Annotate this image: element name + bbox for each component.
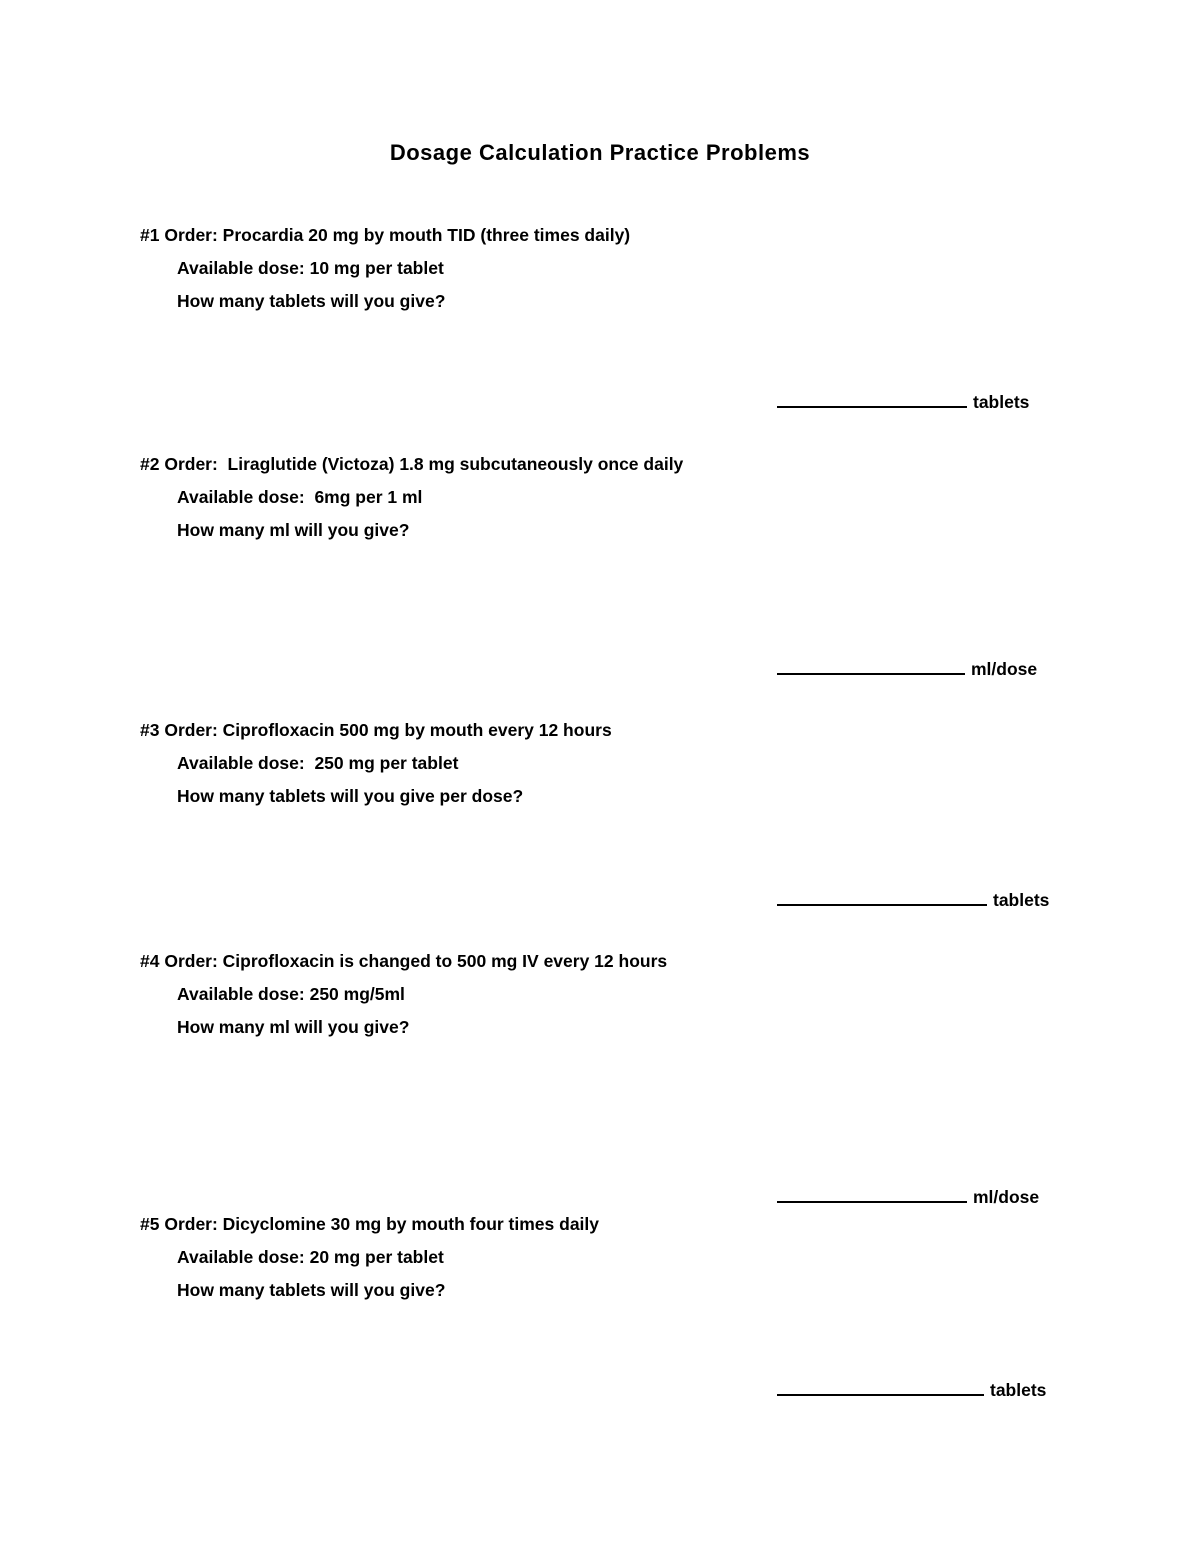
problem-1-order-line: #1 Order: Procardia 20 mg by mouth TID (three times daily) xyxy=(140,225,631,245)
page-title: Dosage Calculation Practice Problems xyxy=(389,140,811,165)
answer-unit-2: ml/dose xyxy=(971,659,1038,679)
problem-4-order-line: #4 Order: Ciprofloxacin is changed to 500 mg IV every 12 hours xyxy=(140,951,668,971)
problem-5-available-line: Available dose: 20 mg per tablet xyxy=(177,1247,444,1267)
answer-unit-1: tablets xyxy=(973,392,1030,412)
problem-3-order-line: #3 Order: Ciprofloxacin 500 mg by mouth every 12 hours xyxy=(140,720,612,740)
problem-5-question-line: How many tablets will you give? xyxy=(177,1280,446,1300)
problem-3 xyxy=(140,714,1140,813)
problem-5 xyxy=(140,1208,1140,1307)
problem-5-order-line: #5 Order: Dicyclomine 30 mg by mouth four times daily xyxy=(140,1214,600,1234)
problem-2-available-line: Available dose: 6mg per 1 ml xyxy=(177,487,423,507)
problem-2-question-line: How many ml will you give? xyxy=(177,520,410,540)
problem-4 xyxy=(140,945,1140,1044)
problem-1-question-line: How many tablets will you give? xyxy=(177,291,446,311)
answer-row-5 xyxy=(777,1374,1046,1401)
answer-row-1 xyxy=(777,386,1029,413)
answer-blank-line-4 xyxy=(777,1181,967,1203)
problem-2-order-line: #2 Order: Liraglutide (Victoza) 1.8 mg subcutaneously once daily xyxy=(140,454,684,474)
answer-blank-line-2 xyxy=(777,653,965,675)
answer-blank-line-1 xyxy=(777,386,967,408)
answer-row-3 xyxy=(777,884,1049,911)
answer-unit-4: ml/dose xyxy=(973,1187,1040,1207)
problem-3-available-line: Available dose: 250 mg per tablet xyxy=(177,753,459,773)
problem-3-question-line: How many tablets will you give per dose? xyxy=(177,786,524,806)
answer-unit-3: tablets xyxy=(993,890,1050,910)
answer-blank-line-3 xyxy=(777,884,987,906)
answer-row-4 xyxy=(777,1181,1039,1208)
answer-unit-5: tablets xyxy=(990,1380,1047,1400)
problem-4-available-line: Available dose: 250 mg/5ml xyxy=(177,984,405,1004)
answer-blank-line-5 xyxy=(777,1374,984,1396)
problem-4-question-line: How many ml will you give? xyxy=(177,1017,410,1037)
answer-row-2 xyxy=(777,653,1037,680)
problem-1-available-line: Available dose: 10 mg per tablet xyxy=(177,258,444,278)
problem-2 xyxy=(140,448,1140,547)
problem-1 xyxy=(140,219,1140,318)
